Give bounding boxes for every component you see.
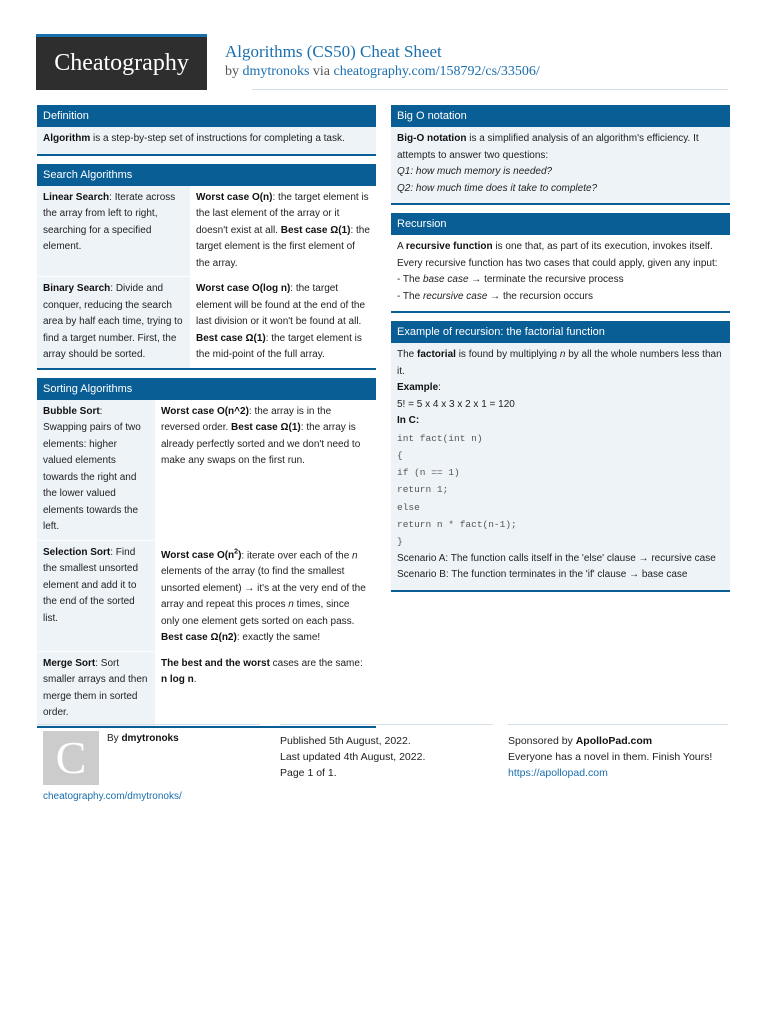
scenario-a: Scenario A: The function calls itself in the 'else' clause → recursive case: [397, 552, 716, 564]
footer-sponsor: [508, 724, 728, 815]
sorting-algorithms-section: [37, 378, 376, 728]
definition-heading: Definition: [37, 105, 376, 127]
code-line: {: [397, 449, 403, 461]
binary-search-cell: [37, 277, 190, 368]
binary-worst-label: Worst case O(log n): [196, 283, 291, 294]
published-date: Published 5th August, 2022.: [280, 735, 411, 747]
code-line: if (n == 1): [397, 467, 460, 479]
factorial-n: n: [559, 349, 566, 360]
example-colon: :: [438, 382, 441, 393]
recursion-cases-intro: Every recursive function has two cases that could apply, given any input:: [397, 257, 718, 269]
definition-section: [37, 105, 376, 156]
bubble-worst-label: Worst case O(n^2): [161, 405, 249, 417]
binary-search-complexity: [190, 277, 376, 368]
binary-search-name: Binary Search: [43, 283, 111, 294]
avatar[interactable]: C: [43, 731, 99, 785]
binary-best-text: : the target element is the mid-point of the full array.: [196, 332, 362, 360]
recursion-heading: Recursion: [391, 213, 730, 235]
selection-worst-text3: times, since only one element gets sorted on each pass.: [161, 599, 355, 627]
search-algorithms-heading: Search Algorithms: [37, 164, 376, 186]
merge-same-text: cases are the same:: [269, 657, 363, 669]
sponsor-info: [508, 733, 712, 781]
definition-term: Algorithm: [43, 133, 91, 144]
linear-best-text: : the target element is the first element of the array.: [196, 224, 370, 269]
factorial-example: 5! = 5 x 4 x 3 x 2 x 1 = 120: [397, 398, 515, 410]
big-o-body: [391, 127, 730, 203]
factorial-section: [391, 321, 730, 592]
recursion-term: recursive function: [405, 241, 493, 252]
bubble-sort-desc: : Swapping pairs of two elements: higher valued elements towards the right and the lower valued elements towards the left.: [43, 405, 141, 532]
page-footer: [37, 724, 728, 814]
linear-worst-text: : the target element is the last element of the array or it doesn't exist at all.: [196, 191, 369, 236]
merge-sort-desc: : Sort smaller arrays and then merge them in sorted order.: [43, 657, 148, 719]
binary-search-desc: : Divide and conquer, reducing the search area by half each time, trying to find a target number. First, the array should be sorted.: [43, 283, 183, 360]
definition-text: is a step-by-step set of instructions for completing a task.: [90, 133, 345, 144]
recursion-recursive-case: [397, 289, 724, 306]
factorial-text1: is found by multiplying: [455, 349, 560, 360]
recursion-body: [391, 235, 730, 311]
merge-sort-cell: [37, 652, 155, 726]
linear-search-desc: : Iterate across the array from left to right, searching for a specified element.: [43, 191, 176, 252]
recursive-case-text: → the recursion occurs: [487, 290, 594, 302]
footer-by-label: By: [107, 733, 119, 744]
footer-by: [107, 733, 179, 744]
selection-sort-name: Selection Sort: [43, 546, 111, 558]
code-line: return n * fact(n-1);: [397, 518, 517, 530]
code-line: return 1;: [397, 484, 449, 496]
big-o-term: Big-O notation: [397, 133, 467, 144]
recursion-a: A: [397, 241, 406, 252]
table-row: [37, 276, 376, 368]
code-line: }: [397, 536, 403, 548]
publication-info: [280, 733, 425, 781]
code-line: int fact(int n): [397, 432, 483, 444]
factorial-heading: Example of recursion: the factorial function: [391, 321, 730, 343]
sheet-url-link[interactable]: cheatography.com/158792/cs/33506/: [333, 64, 540, 79]
selection-sort-complexity: [155, 541, 376, 651]
sponsor-text: Everyone has a novel in them. Finish Yours!: [508, 751, 713, 763]
selection-best-label: Best case Ω(n2): [161, 632, 237, 644]
big-o-section: [391, 105, 730, 205]
recursive-case-term: recursive case: [422, 290, 488, 302]
bubble-best-label: Best case Ω(1): [231, 422, 301, 433]
base-case-prefix: - The: [397, 274, 423, 285]
factorial-term: factorial: [417, 349, 456, 360]
merge-same-label: The best and the worst: [161, 657, 270, 669]
footer-author: [37, 724, 260, 815]
selection-n2: n: [288, 599, 294, 611]
via-text: via: [312, 64, 330, 79]
left-column: [37, 105, 376, 736]
code-line: else: [397, 501, 420, 513]
sponsor-line: [508, 733, 712, 749]
selection-worst-label-text: Worst case O(n: [161, 549, 235, 561]
selection-worst-text2: elements of the array (to find the smallest unsorted element) → it's at the very end of the array and repeat this proces: [161, 566, 366, 611]
selection-best-text: : exactly the same!: [236, 632, 321, 644]
sponsor-name[interactable]: ApolloPad.com: [575, 735, 653, 747]
big-o-q1: Q1: how much memory is needed?: [397, 166, 553, 177]
header-divider: [252, 89, 728, 90]
updated-date: Last updated 4th August, 2022.: [280, 751, 426, 763]
merge-sort-name: Merge Sort: [43, 657, 96, 669]
selection-worst-exponent: 2: [234, 548, 239, 556]
selection-worst-close: ): [238, 549, 242, 561]
merge-same-end: .: [193, 674, 197, 686]
recursion-section: [391, 213, 730, 313]
table-row: [37, 540, 376, 651]
recursion-base-case: [397, 272, 724, 289]
sorting-algorithms-heading: Sorting Algorithms: [37, 378, 376, 400]
table-row: [37, 400, 376, 540]
example-label-line: [397, 380, 724, 397]
bubble-best-text: : the array is already perfectly sorted and we don't need to make any swaps on the first run.: [161, 422, 361, 466]
merge-same-value: n log n: [161, 674, 194, 686]
sponsored-by-label: Sponsored by: [508, 735, 573, 747]
sponsor-url[interactable]: https://apollopad.com: [508, 767, 608, 779]
selection-n1: n: [352, 549, 358, 561]
factorial-body: [391, 343, 730, 590]
bubble-sort-name: Bubble Sort: [43, 405, 100, 417]
bubble-sort-complexity: [155, 400, 376, 540]
binary-best-label: Best case Ω(1): [196, 332, 266, 344]
in-c-label: In C:: [397, 415, 420, 426]
example-label: Example: [397, 382, 439, 393]
byline: [225, 64, 540, 80]
by-prefix: by: [225, 64, 239, 79]
page-count: Page 1 of 1.: [280, 767, 337, 779]
right-column: [391, 105, 730, 600]
recursive-case-prefix: - The: [397, 290, 423, 302]
scenario-b: Scenario B: The function terminates in the 'if' clause → base case: [397, 569, 688, 581]
linear-search-complexity: [190, 186, 376, 277]
recursion-intro: [397, 239, 724, 256]
recursion-text: is one that, as part of its execution, invokes itself.: [492, 241, 713, 252]
author-profile-link[interactable]: cheatography.com/dmytronoks/: [43, 791, 182, 802]
cheatography-logo[interactable]: Cheatography: [36, 34, 207, 90]
big-o-heading: Big O notation: [391, 105, 730, 127]
linear-best-label: Best case Ω(1): [280, 224, 351, 236]
sheet-title[interactable]: Algorithms (CS50) Cheat Sheet: [225, 42, 442, 61]
page-header: [36, 34, 728, 90]
definition-body: [37, 127, 376, 154]
big-o-intro: [397, 131, 724, 164]
table-row: [37, 186, 376, 277]
base-case-text: → terminate the recursive process: [468, 274, 624, 285]
footer-publication: [280, 724, 493, 815]
footer-author-name[interactable]: dmytronoks: [121, 733, 179, 744]
base-case-term: base case: [422, 274, 469, 285]
linear-search-name: Linear Search: [43, 191, 110, 203]
linear-worst-label: Worst case O(n): [196, 191, 273, 203]
selection-sort-cell: [37, 541, 155, 651]
author-link[interactable]: dmytronoks: [242, 64, 310, 79]
linear-search-cell: [37, 186, 190, 277]
bubble-worst-text: : the array is in the reversed order.: [161, 405, 332, 433]
binary-worst-text: : the target element will be found at the end of the last division or it won't be found at all.: [196, 283, 366, 327]
search-algorithms-section: [37, 164, 376, 370]
factorial-text2: by all the whole numbers less than it.: [397, 349, 722, 377]
big-o-q2: Q2: how much time does it take to complete?: [397, 182, 598, 194]
big-o-text: is a simplified analysis of an algorithm's efficiency. It attempts to answer two questions:: [397, 133, 699, 161]
bubble-sort-cell: [37, 400, 155, 540]
selection-worst-label: [161, 550, 241, 561]
table-row: [37, 651, 376, 726]
selection-sort-desc: : Find the smallest unsorted element and add it to the end of the sorted list.: [43, 546, 139, 624]
selection-worst-text1: : iterate over each of the: [241, 549, 353, 561]
merge-sort-complexity: [155, 652, 376, 726]
factorial-intro: [397, 347, 724, 380]
factorial-the: The: [397, 349, 418, 360]
